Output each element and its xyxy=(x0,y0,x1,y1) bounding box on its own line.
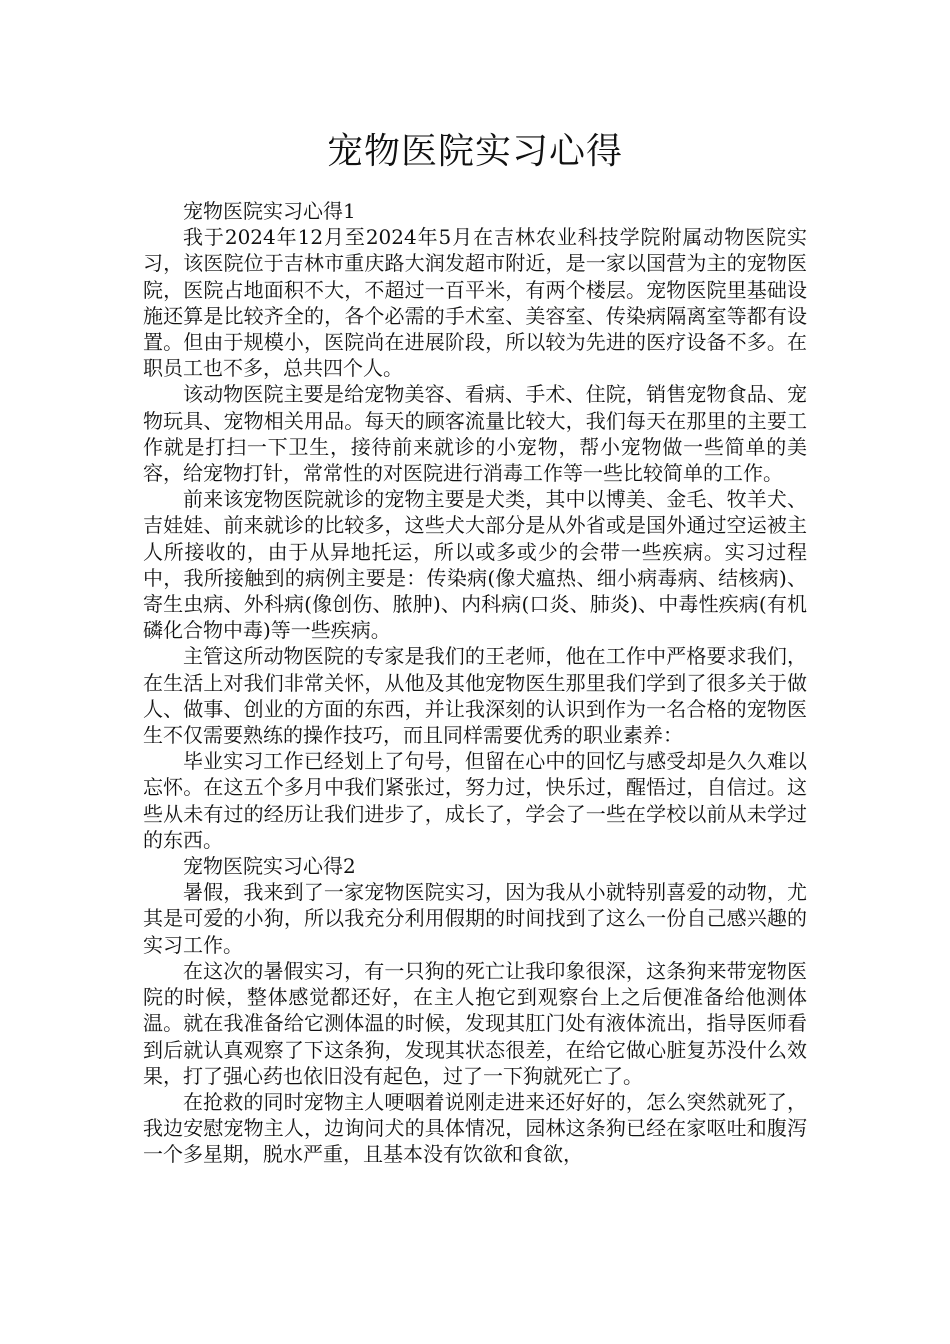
body-paragraph: 在抢救的同时宠物主人哽咽着说刚走进来还好好的，怎么突然就死了，我边安慰宠物主人，边询问犬的具体情况，园林这条狗已经在家呕吐和腹泻一个多星期，脱水严重，且基本没有饮欲和食欲， xyxy=(143,1089,807,1167)
document-title: 宠物医院实习心得 xyxy=(326,131,623,172)
body-paragraph: 前来该宠物医院就诊的宠物主要是犬类，其中以博美、金毛、牧羊犬、吉娃娃、前来就诊的比较多，这些犬大部分是从外省或是国外通过空运被主人所接收的，由于从异地托运，所以或多或少的会带一些疾病。实习过程中，我所接触到的病例主要是：传染病(像犬瘟热、细小病毒病、结核病)、寄生虫病、外科病(像创伤、脓肿)、内科病(口炎、肺炎)、中毒性疾病(有机磷化合物中毒)等一些疾病。 xyxy=(143,487,807,643)
document-body xyxy=(143,198,807,1168)
body-paragraph: 该动物医院主要是给宠物美容、看病、手术、住院，销售宠物食品、宠物玩具、宠物相关用品。每天的顾客流量比较大，我们每天在那里的主要工作就是打扫一下卫生，接待前来就诊的小宠物，帮小宠物做一些简单的美容，给宠物打针，常常性的对医院进行消毒工作等一些比较简单的工作。 xyxy=(143,382,807,486)
section-heading: 宠物医院实习心得2 xyxy=(183,854,356,879)
body-paragraph: 主管这所动物医院的专家是我们的王老师，他在工作中严格要求我们，在生活上对我们非常关怀，从他及其他宠物医生那里我们学到了很多关于做人、做事、创业的方面的东西，并让我深刻的认识到作为一名合格的宠物医生不仅需要熟练的操作技巧，而且同样需要优秀的职业素养： xyxy=(143,644,807,748)
body-paragraph: 在这次的暑假实习，有一只狗的死亡让我印象很深，这条狗来带宠物医院的时候，整体感觉都还好，在主人抱它到观察台上之后便准备给他测体温。就在我准备给它测体温的时候，发现其肛门处有液体流出，指导医师看到后就认真观察了下这条狗，发现其状态很差，在给它做心脏复苏没什么效果，打了强心药也依旧没有起色，过了一下狗就死亡了。 xyxy=(143,958,807,1088)
section-heading: 宠物医院实习心得1 xyxy=(183,199,356,223)
body-paragraph: 毕业实习工作已经划上了句号，但留在心中的回忆与感受却是久久难以忘怀。在这五个多月中我们紧张过，努力过，快乐过，醒悟过，自信过。这些从未有过的经历让我们进步了，成长了，学会了一些在学校以前从未学过的东西。 xyxy=(143,749,807,852)
body-paragraph: 暑假，我来到了一家宠物医院实习，因为我从小就特别喜爱的动物，尤其是可爱的小狗，所以我充分利用假期的时间找到了这么一份自己感兴趣的实习工作。 xyxy=(143,880,807,957)
body-paragraph: 我于2024年12月至2024年5月在吉林农业科技学院附属动物医院实习，该医院位于吉林市重庆路大润发超市附近，是一家以国营为主的宠物医院，医院占地面积不大，不超过一百平米，有两个楼层。宠物医院里基础设施还算是比较齐全的，各个必需的手术室、美容室、传染病隔离室等都有设置。但由于规模小，医院尚在进展阶段，所以较为先进的医疗设备不多。在职员工也不多，总共四个人。 xyxy=(143,225,807,381)
